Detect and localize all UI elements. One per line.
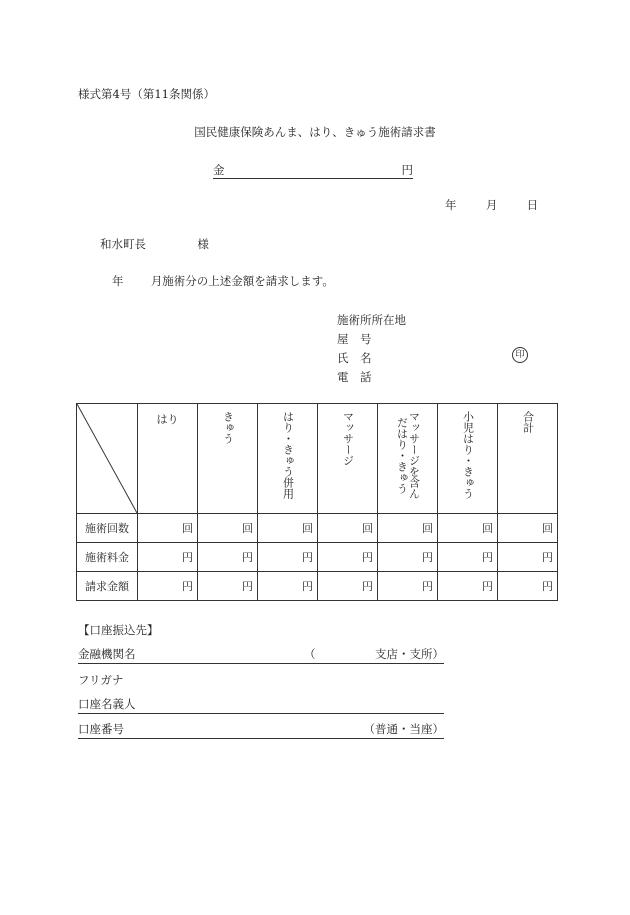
addressee-honorific: 様 xyxy=(197,237,209,251)
row-label: 施術回数 xyxy=(77,514,138,543)
col-label: 小児はり・きゅう xyxy=(461,411,475,499)
col-label: はり xyxy=(156,413,179,426)
cell-count-massage[interactable]: 回 xyxy=(318,514,378,543)
date-field[interactable] xyxy=(445,197,538,213)
seal-mark: 印 xyxy=(512,347,528,363)
fee-table xyxy=(76,403,558,601)
col-label: 合計 xyxy=(521,411,535,433)
cell-fee-kyu[interactable]: 円 xyxy=(198,543,258,572)
clinic-name-label: 氏 名 xyxy=(337,351,372,365)
request-year: 年 xyxy=(112,274,124,288)
account-holder-field[interactable] xyxy=(78,696,444,714)
table-header-row xyxy=(77,404,558,514)
date-year: 年 xyxy=(445,198,457,212)
col-label: マッサージ xyxy=(341,411,355,466)
account-number-field[interactable] xyxy=(78,721,444,739)
col-label: きゅう xyxy=(221,411,235,444)
row-label: 請求金額 xyxy=(77,572,138,601)
col-header-hari xyxy=(138,404,198,514)
col-header-pediatric xyxy=(438,404,498,514)
col-header-massage xyxy=(318,404,378,514)
cell-count-kyu[interactable]: 回 xyxy=(198,514,258,543)
clinic-info xyxy=(337,311,406,387)
col-header-massage-combined xyxy=(378,404,438,514)
table-row xyxy=(77,543,558,572)
amount-prefix: 金 xyxy=(213,163,225,177)
clinic-shop-label: 屋 号 xyxy=(337,332,372,346)
cell-claim-hari[interactable]: 円 xyxy=(138,572,198,601)
cell-count-combined[interactable]: 回 xyxy=(258,514,318,543)
account-number-label: 口座番号 xyxy=(78,722,124,736)
cell-fee-hari[interactable]: 円 xyxy=(138,543,198,572)
col-header-kyu xyxy=(198,404,258,514)
cell-fee-pediatric[interactable]: 円 xyxy=(438,543,498,572)
diagonal-line xyxy=(77,404,137,513)
addressee xyxy=(100,236,209,252)
addressee-name: 和水町長 xyxy=(100,237,146,251)
cell-count-massage-combined[interactable]: 回 xyxy=(378,514,438,543)
col-header-total xyxy=(498,404,558,514)
account-type-label: （普通・当座） xyxy=(363,722,444,736)
request-sentence xyxy=(112,273,334,289)
row-label: 施術料金 xyxy=(77,543,138,572)
col-label: マッサージを含んだはり・きゅう xyxy=(395,411,421,499)
cell-claim-massage[interactable]: 円 xyxy=(318,572,378,601)
document-title: 国民健康保険あんま、はり、きゅう施術請求書 xyxy=(194,125,436,139)
branch-open-paren: （ xyxy=(304,647,316,661)
cell-claim-combined[interactable]: 円 xyxy=(258,572,318,601)
table-row xyxy=(77,514,558,543)
bank-institution-label: 金融機関名 xyxy=(78,647,136,661)
col-label: はり・きゅう併用 xyxy=(281,411,295,499)
cell-fee-combined[interactable]: 円 xyxy=(258,543,318,572)
col-header-combined xyxy=(258,404,318,514)
table-row xyxy=(77,572,558,601)
date-day: 日 xyxy=(526,198,539,212)
cell-count-total[interactable]: 回 xyxy=(498,514,558,543)
cell-claim-kyu[interactable]: 円 xyxy=(198,572,258,601)
amount-field[interactable] xyxy=(213,162,413,179)
clinic-phone-label: 電 話 xyxy=(337,370,372,384)
cell-count-pediatric[interactable]: 回 xyxy=(438,514,498,543)
cell-count-hari[interactable]: 回 xyxy=(138,514,198,543)
bank-section-title: 【口座振込先】 xyxy=(78,623,159,637)
request-text: 月施術分の上述金額を請求します。 xyxy=(150,274,334,288)
form-code: 様式第4号（第11条関係） xyxy=(78,87,215,101)
amount-suffix: 円 xyxy=(401,163,413,177)
branch-label: 支店・支所） xyxy=(375,647,444,661)
account-holder-label: 口座名義人 xyxy=(78,697,136,711)
cell-claim-massage-combined[interactable]: 円 xyxy=(378,572,438,601)
furigana-label: フリガナ xyxy=(78,673,124,687)
corner-cell xyxy=(77,404,138,514)
cell-fee-massage[interactable]: 円 xyxy=(318,543,378,572)
date-month: 月 xyxy=(485,198,498,212)
cell-fee-total[interactable]: 円 xyxy=(498,543,558,572)
bank-institution-field[interactable] xyxy=(78,646,444,664)
clinic-address-label: 施術所所在地 xyxy=(337,313,406,327)
cell-claim-pediatric[interactable]: 円 xyxy=(438,572,498,601)
cell-fee-massage-combined[interactable]: 円 xyxy=(378,543,438,572)
cell-claim-total[interactable]: 円 xyxy=(498,572,558,601)
